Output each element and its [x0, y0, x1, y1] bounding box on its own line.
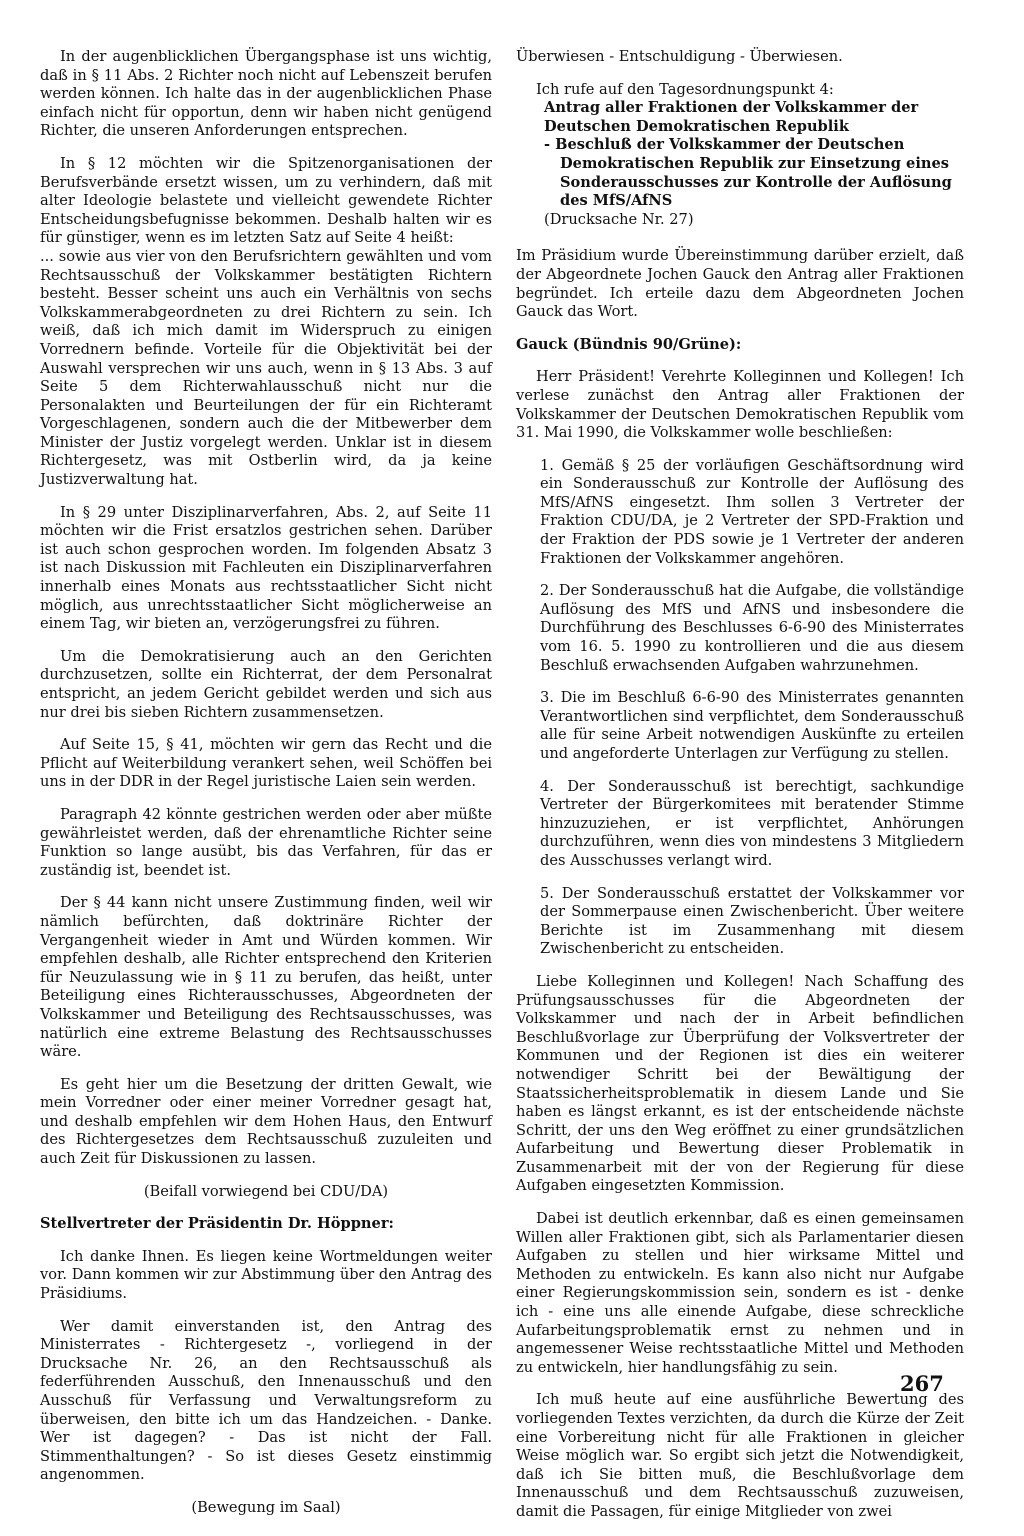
numbered-item: 4. Der Sonderausschuß ist berechtigt, sachkundige Vertreter der Bürgerkomitees mit beratender Stimme hinzuzuziehen, er ist verpflichtet, Anhörungen durchzuführen, wenn dies von mindestens 3 Mitgliedern des Ausschusses verlangt wird. [540, 777, 964, 869]
agenda-title: Antrag aller Fraktionen der Volkskammer der Deutschen Demokratischen Republik [544, 99, 919, 135]
left-column [40, 48, 492, 1532]
paragraph: Ich muß heute auf eine ausführliche Bewertung des vorliegenden Textes verzichten, da durch die Kürze der Zeit eine Vorbereitung nicht für alle Fraktionen in gleicher Weise möglich war. So ergibt sich jetzt die Notwendigkeit, daß ich Sie bitten muß, die Beschlußvorlage dem Innenausschuß und dem Rechtsausschuß zuzuweisen, damit die Passagen, für einige Mitglieder von zwei [516, 1391, 964, 1520]
paragraph: Paragraph 42 könnte gestrichen werden oder aber müßte gewährleistet werden, daß der ehrenamtliche Richter seine Funktion so lange ausübt, bis das Verfahren, für das er zuständig ist, beendet ist. [40, 805, 492, 879]
page-number: 267 [900, 1371, 944, 1396]
agenda-reference: (Drucksache Nr. 27) [544, 210, 694, 228]
speaker-heading: Gauck (Bündnis 90/Grüne): [516, 335, 742, 353]
paragraph: In § 29 unter Disziplinarverfahren, Abs. 2, auf Seite 11 möchten wir die Frist ersatzlos gestrichen sehen. Darüber ist auch schon gesprochen worden. Im folgenden Absatz 3 ist nach Diskussion mit Fachleuten ein Disziplinarverfahren innerhalb eines Monats aus rechtsstaatlicher Sicht nicht möglich, aus unrechtsstaatlicher Sicht möglicherweise an einem Tag, wir bieten an, verzögerungsfrei zu führen. [40, 503, 492, 633]
paragraph: Es geht hier um die Besetzung der dritten Gewalt, wie mein Vorredner oder einer meiner Vorredner gesagt hat, und deshalb empfehlen wir dem Hohen Haus, den Entwurf des Richtergesetzes dem Rechtsausschuß zuzuleiten und auch Zeit für Diskussionen zu lassen. [40, 1075, 492, 1168]
right-column [516, 48, 964, 1536]
paragraph: Herr Präsident! Verehrte Kolleginnen und Kollegen! Ich verlese zunächst den Antrag aller Fraktionen der Volkskammer der Deutschen Demokratischen Republik vom 31. Mai 1990, die Volkskammer wolle beschließen: [516, 368, 964, 442]
paragraph: Der § 44 kann nicht unsere Zustimmung finden, weil wir nämlich befürchten, daß doktrinäre Richter der Vergangenheit wieder in Amt und Würden kommen. Wir empfehlen deshalb, alle Richter entsprechend den Kriterien für Neuzulassung wie in § 11 zu berufen, das heißt, unter Beteiligung eines Richterausschusses, Abgeordneten der Volkskammer und Beteiligung des Rechtsausschusses, was natürlich eine extreme Belastung des Rechtsausschusses wäre. [40, 894, 492, 1061]
numbered-item: 1. Gemäß § 25 der vorläufigen Geschäftsordnung wird ein Sonderausschuß zur Kontrolle der Auflösung des MfS/AfNS eingesetzt. Ihm sollen 3 Vertreter der Fraktion CDU/DA, je 2 Vertreter der SPD-Fraktion und der Fraktion der PDS sowie je 1 Vertreter der anderen Fraktionen der Volkskammer angehören. [540, 456, 964, 567]
quotation-paragraph: ... sowie aus vier von den Berufsrichtern gewählten und vom Rechtsausschuß der Volkskammer bestätigten Richtern besteht. Besser scheint uns auch ein Verhältnis von sechs Volkskammerabgeordneten zu drei Richtern zu sein. Ich weiß, daß ich mich damit im Widerspruch zu einigen Vorrednern befinde. Vorteile für die Objektivität bei der Auswahl versprechen wir uns auch, wenn in § 13 Abs. 3 auf Seite 5 dem Richterwahlausschuß nicht nur die Personalakten und Beurteilungen der für ein Richteramt Vorgeschlagenen, sondern auch die der Mitbewerber dem Minister der Justiz vorgelegt werden. Unklar ist in diesem Richtergesetz, was mit Ostberlin wird, da ja keine Justizverwaltung hat. [40, 247, 492, 489]
stage-direction: (Beifall vorwiegend bei CDU/DA) [143, 1182, 389, 1200]
paragraph: Im Präsidium wurde Übereinstimmung darüber erzielt, daß der Abgeordnete Jochen Gauck den Antrag aller Fraktionen begründet. Ich erteile dazu dem Abgeordneten Jochen Gauck das Wort. [516, 247, 964, 321]
paragraph: In der augenblicklichen Übergangsphase ist uns wichtig, daß in § 11 Abs. 2 Richter noch nicht auf Lebenszeit berufen werden können. Ich halte das in der augenblicklichen Phase einfach nicht für opportun, denn wir haben nicht genügend Richter, die unseren Anforderungen entsprechen. [40, 48, 492, 140]
speaker-heading: Stellvertreter der Präsidentin Dr. Höppner: [40, 1215, 394, 1233]
paragraph: Dabei ist deutlich erkennbar, daß es einen gemeinsamen Willen aller Fraktionen gibt, sich als Parlamentarier diesen Aufgaben zu stellen und hier wirksame Mittel und Methoden zu entwickeln. Es kann also nicht nur Aufgabe einer Regierungskommission sein, sondern es ist - denke ich - eine uns alle einende Aufgabe, diese schreckliche Aufarbeitungsproblematik ernst zu nehmen und in angemessener Weise rechtsstaatliche Mittel und Methoden zu entwickeln, hier handlungsfähig zu sein. [516, 1210, 964, 1376]
paragraph: Liebe Kolleginnen und Kollegen! Nach Schaffung des Prüfungsausschusses für die Abgeordneten der Volkskammer und nach der in Arbeit befindlichen Beschlußvorlage zur Überprüfung der Volksvertreter der Kommunen und der Regionen ist dies ein weiterer notwendiger Schritt bei der Bewältigung der Staatssicherheitsproblematik in diesem Lande und Sie haben es längst erkannt, es ist der entscheidende nächste Schritt, der uns den Weg eröffnet zu einer grundsätzlichen Aufarbeitung und Bewertung dieser Problematik in Zusammenarbeit mit der von der Regierung für diese Aufgaben eingesetzten Kommission. [516, 972, 964, 1195]
agenda-item: - Beschluß der Volkskammer der Deutschen Demokratischen Republik zur Einsetzung eines Sonderausschusses zur Kontrolle der Auflösung des MfS/AfNS [544, 136, 952, 210]
paragraph: Wer damit einverstanden ist, den Antrag des Ministerrates - Richtergesetz -, vorliegend in der Drucksache Nr. 26, an den Rechtsausschuß als federführenden Ausschuß, den Innenausschuß und den Ausschuß für Verfassung und Verwaltungsreform zu überweisen, den bitte ich um das Handzeichen. - Danke. Wer ist dagegen? - Das ist nicht der Fall. Stimmenthaltungen? - So ist dieses Gesetz einstimmig angenommen. [40, 1317, 492, 1484]
numbered-item: 5. Der Sonderausschuß erstattet der Volkskammer vor der Sommerpause einen Zwischenbericht. Über weitere Berichte ist im Zusammenhang mit diesem Zwischenbericht zu entscheiden. [540, 884, 964, 958]
paragraph: Auf Seite 15, § 41, möchten wir gern das Recht und die Pflicht auf Weiterbildung verankert sehen, weil Schöffen bei uns in der DDR in der Regel juristische Laien sein werden. [40, 736, 492, 791]
numbered-item: 2. Der Sonderausschuß hat die Aufgabe, die vollständige Auflösung des MfS und AfNS und insbesondere die Durchführung des Beschlusses 6-6-90 des Ministerrates vom 16. 5. 1990 zu kontrollieren und die aus diesem Beschluß erwachsenden Aufgaben wahrzunehmen. [540, 582, 964, 674]
stage-direction: (Bewegung im Saal) [191, 1498, 341, 1516]
numbered-item: 3. Die im Beschluß 6-6-90 des Ministerrates genannten Verantwortlichen sind verpflichtet, dem Sonderausschuß alle für seine Arbeit notwendigen Auskünfte zu erteilen und angeforderte Unterlagen zur Verfügung zu stellen. [540, 689, 964, 762]
paragraph: Ich danke Ihnen. Es liegen keine Wortmeldungen weiter vor. Dann kommen wir zur Abstimmung über den Antrag des Präsidiums. [40, 1247, 492, 1303]
paragraph: Um die Demokratisierung auch an den Gerichten durchzusetzen, sollte ein Richterrat, der dem Personalrat entspricht, an jedem Gericht gebildet werden und sich aus nur drei bis sieben Richtern zusammensetzen. [40, 647, 492, 721]
paragraph: Überwiesen - Entschuldigung - Überwiesen. [516, 48, 843, 65]
agenda-intro: Ich rufe auf den Tagesordnungspunkt 4: [536, 80, 834, 98]
paragraph: In § 12 möchten wir die Spitzenorganisationen der Berufsverbände ersetzt wissen, um zu verhindern, daß mit alter Ideologie belastete und vielleicht gewendete Richter Entscheidungsbefugnisse bekommen. Deshalb halten wir es für günstiger, wenn es im letzten Satz auf Seite 4 heißt: [40, 154, 492, 247]
